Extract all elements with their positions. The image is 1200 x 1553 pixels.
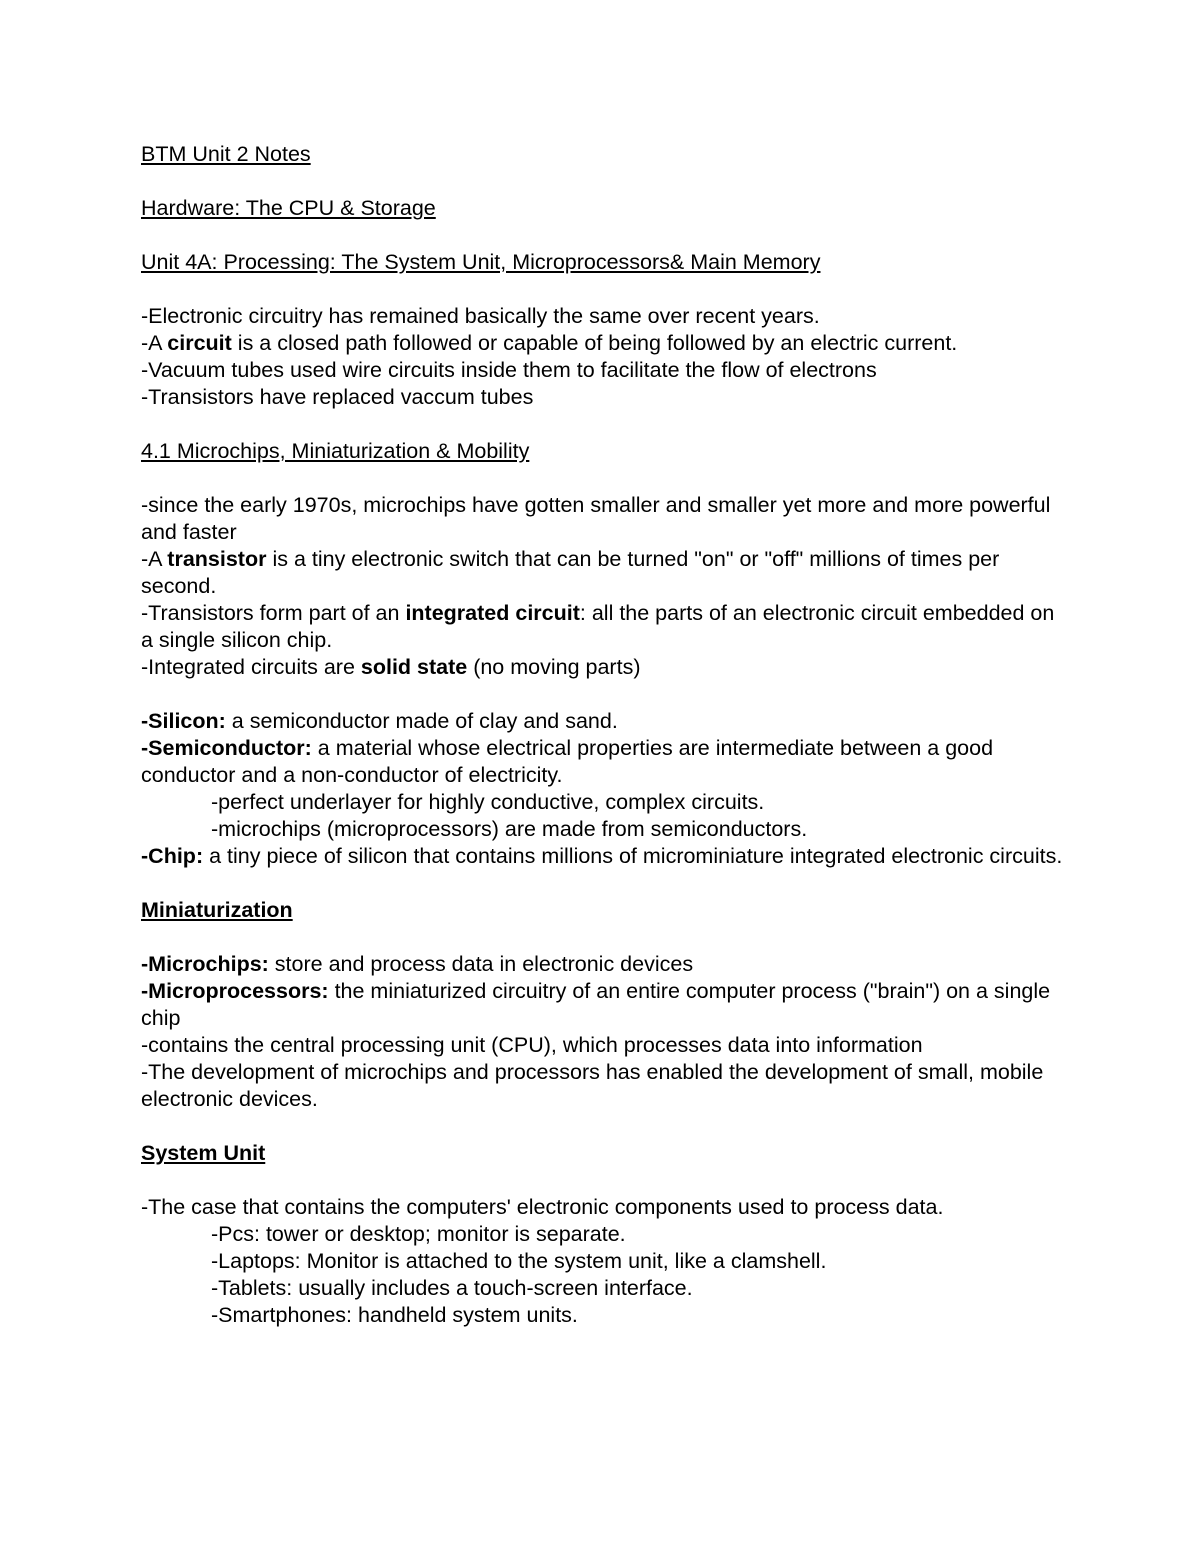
definition-semiconductor: -Semiconductor: a material whose electrical properties are intermediate between a good conductor and a non-conductor of electricity. <box>141 736 994 787</box>
intro-line-3: -Vacuum tubes used wire circuits inside them to facilitate the flow of electrons <box>141 358 877 382</box>
system-unit-item-laptops: -Laptops: Monitor is attached to the system unit, like a clamshell. <box>211 1249 827 1273</box>
spacer <box>141 870 1071 897</box>
microchips-para-1: -since the early 1970s, microchips have gotten smaller and smaller yet more and more powerful and faster <box>141 493 1051 544</box>
intro-line-2: -A circuit is a closed path followed or capable of being followed by an electric current. <box>141 331 958 355</box>
spacer <box>141 924 1071 951</box>
term-integrated-circuit: integrated circuit <box>405 601 580 625</box>
microchips-para-3: -Transistors form part of an integrated circuit: all the parts of an electronic circuit embedded on a single silicon chip. <box>141 601 1055 652</box>
term-solid-state: solid state <box>360 655 468 679</box>
system-unit-line-1: -The case that contains the computers' electronic components used to process data. <box>141 1195 944 1219</box>
term-circuit: circuit <box>167 331 232 355</box>
microchips-para-4: -Integrated circuits are solid state (no moving parts) <box>141 655 641 679</box>
term-chip: Chip: <box>148 844 204 868</box>
semiconductor-sub-1: -perfect underlayer for highly conductive, complex circuits. <box>211 790 765 814</box>
system-unit-heading: System Unit <box>141 1141 266 1165</box>
miniaturization-line-1: -Microchips: store and process data in electronic devices <box>141 952 694 976</box>
spacer <box>141 276 1071 303</box>
definition-chip: -Chip: a tiny piece of silicon that contains millions of microminiature integrated electronic circuits. <box>141 844 1063 868</box>
spacer <box>141 168 1071 195</box>
spacer <box>141 1167 1071 1194</box>
miniaturization-line-2: -Microprocessors: the miniaturized circuitry of an entire computer process ("brain") on a single chip <box>141 979 1051 1030</box>
spacer <box>141 222 1071 249</box>
system-unit-item-smartphones: -Smartphones: handheld system units. <box>211 1303 578 1327</box>
unit-title: Unit 4A: Processing: The System Unit, Microprocessors& Main Memory <box>141 250 821 274</box>
microchips-heading: 4.1 Microchips, Miniaturization & Mobility <box>141 439 530 463</box>
microchips-para-2: -A transistor is a tiny electronic switch that can be turned "on" or "off" millions of times per second. <box>141 547 1000 598</box>
system-unit-item-tablets: -Tablets: usually includes a touch-screen interface. <box>211 1276 693 1300</box>
miniaturization-line-4: -The development of microchips and processors has enabled the development of small, mobile electronic devices. <box>141 1060 1044 1111</box>
term-semiconductor: Semiconductor: <box>148 736 312 760</box>
miniaturization-line-3: -contains the central processing unit (CPU), which processes data into information <box>141 1033 923 1057</box>
spacer <box>141 411 1071 438</box>
term-microchips: Microchips: <box>148 952 269 976</box>
section-title: Hardware: The CPU & Storage <box>141 196 436 220</box>
spacer <box>141 681 1071 708</box>
miniaturization-heading: Miniaturization <box>141 898 293 922</box>
term-silicon: Silicon: <box>148 709 226 733</box>
spacer <box>141 1113 1071 1140</box>
document-title: BTM Unit 2 Notes <box>141 142 311 166</box>
intro-line-1: -Electronic circuitry has remained basically the same over recent years. <box>141 304 820 328</box>
term-microprocessors: Microprocessors: <box>148 979 329 1003</box>
semiconductor-sub-2: -microchips (microprocessors) are made from semiconductors. <box>211 817 808 841</box>
intro-line-4: -Transistors have replaced vaccum tubes <box>141 385 534 409</box>
term-transistor: transistor <box>167 547 267 571</box>
system-unit-item-pcs: -Pcs: tower or desktop; monitor is separate. <box>211 1222 626 1246</box>
definition-silicon: -Silicon: a semiconductor made of clay and sand. <box>141 709 618 733</box>
document-page <box>141 141 1071 1329</box>
spacer <box>141 465 1071 492</box>
